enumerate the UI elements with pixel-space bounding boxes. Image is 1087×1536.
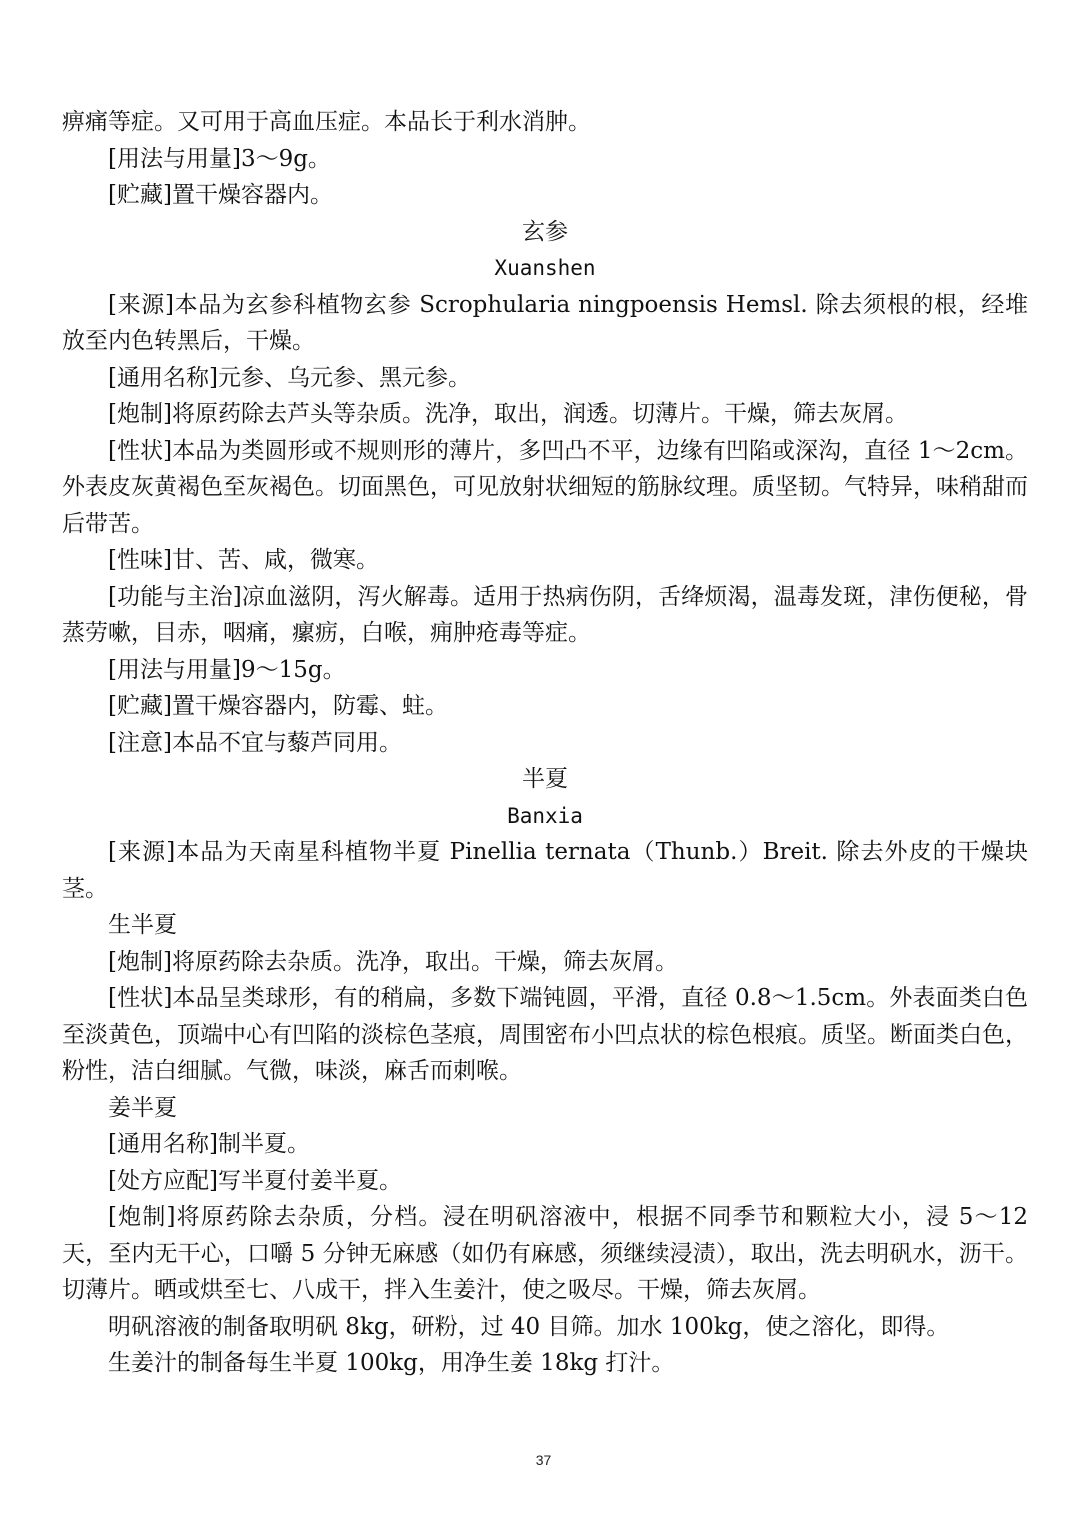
paragraph-source: [来源]本品为玄参科植物玄参 Scrophularia ningpoensis Hemsl. 除去须根的根，经堆放至内色转黑后，干燥。 [62, 291, 1028, 354]
subheading-raw-banxia: 生半夏 [108, 912, 177, 938]
paragraph-processing: [炮制]将原药除去杂质，分档。浸在明矾溶液中，根据不同季节和颗粒大小，浸 5～12 天，至内无干心，口嚼 5 分钟无麻感（如仍有麻感，须继续浸渍），取出，洗去明矾水，沥干。切薄片。晒或烘至七、八成干，拌入生姜汁，使之吸尽。干燥，筛去灰屑。 [62, 1204, 1028, 1303]
document-body [62, 104, 1028, 1382]
entry-pinyin-banxia: Banxia [507, 803, 583, 828]
paragraph-common-names: [通用名称]制半夏。 [108, 1131, 310, 1157]
paragraph-storage: [贮藏]置干燥容器内。 [108, 182, 333, 208]
paragraph-usage-dosage: [用法与用量]9～15g。 [108, 656, 346, 683]
paragraph-processing: [炮制]将原药除去杂质。洗净，取出。干燥，筛去灰屑。 [108, 948, 678, 975]
paragraph-usage-dosage: [用法与用量]3～9g。 [108, 145, 331, 172]
paragraph-source: [来源]本品为天南星科植物半夏 Pinellia ternata（Thunb.）Breit. 除去外皮的干燥块茎。 [62, 839, 1028, 902]
paragraph-characteristics: [性状]本品呈类球形，有的稍扁，多数下端钝圆，平滑，直径 0.8～1.5cm。外表面类白色至淡黄色，顶端中心有凹陷的淡棕色茎痕，周围密布小凹点状的棕色根痕。质坚。断面类白色，粉性，洁白细腻。气微，味淡，麻舌而刺喉。 [62, 985, 1028, 1084]
paragraph-storage: [贮藏]置干燥容器内，防霉、蛀。 [108, 693, 448, 719]
entry-title-xuanshen: 玄参 [522, 218, 568, 245]
paragraph-alum-solution-preparation: 明矾溶液的制备取明矾 8kg，研粉，过 40 目筛。加水 100kg，使之溶化，即得。 [108, 1313, 950, 1340]
paragraph-intro-continuation: 痹痛等症。又可用于高血压症。本品长于利水消肿。 [62, 109, 591, 135]
entry-title-banxia: 半夏 [522, 766, 568, 792]
paragraph-functions-indications: [功能与主治]凉血滋阴，泻火解毒。适用于热病伤阴，舌绛烦渴，温毒发斑，津伤便秘，骨蒸劳嗽，目赤，咽痛，瘰疬，白喉，痈肿疮毒等症。 [62, 583, 1028, 646]
paragraph-ginger-juice-preparation: 生姜汁的制备每生半夏 100kg，用净生姜 18kg 打汁。 [108, 1350, 675, 1376]
paragraph-caution: [注意]本品不宜与藜芦同用。 [108, 729, 402, 756]
paragraph-prescription-dispensing: [处方应配]写半夏付姜半夏。 [108, 1167, 402, 1194]
subheading-ginger-banxia: 姜半夏 [108, 1094, 177, 1121]
page-number: 37 [535, 1452, 552, 1468]
paragraph-characteristics: [性状]本品为类圆形或不规则形的薄片，多凹凸不平，边缘有凹陷或深沟，直径 1～2cm。外表皮灰黄褐色至灰褐色。切面黑色，可见放射状细短的筋脉纹理。质坚韧。气特异，味稍甜而后带苦。 [62, 437, 1028, 537]
paragraph-processing: [炮制]将原药除去芦头等杂质。洗净，取出，润透。切薄片。干燥，筛去灰屑。 [108, 401, 908, 427]
paragraph-taste-nature: [性味]甘、苦、咸，微寒。 [108, 547, 379, 573]
paragraph-common-names: [通用名称]元参、乌元参、黑元参。 [108, 364, 471, 391]
entry-pinyin-xuanshen: Xuanshen [494, 256, 596, 280]
